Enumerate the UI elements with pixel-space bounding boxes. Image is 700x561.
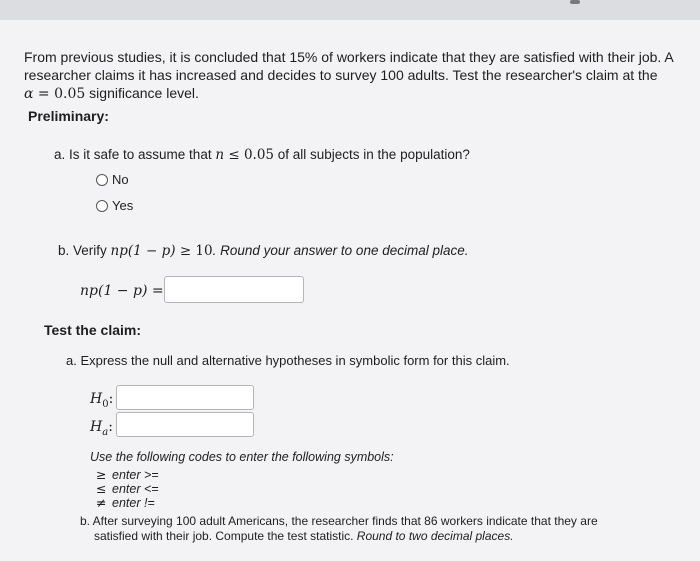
test-question-a: a. Express the null and alternative hypotheses in symbolic form for this claim.	[66, 353, 510, 368]
ha-label	[90, 418, 113, 442]
h0-letter: H	[90, 391, 103, 407]
np-input-label: np(1 − p) =	[80, 283, 164, 299]
test-question-b	[80, 514, 680, 544]
alternative-hypothesis-input[interactable]	[116, 412, 254, 437]
radio-option-yes[interactable]	[96, 198, 133, 213]
alpha-equals: =	[33, 86, 55, 102]
ha-colon: :	[108, 419, 113, 435]
ha-letter: H	[90, 419, 103, 435]
test-question-b-line-2	[80, 529, 680, 544]
code-leq	[96, 482, 159, 496]
top-toolbar	[0, 0, 700, 21]
toolbar-indicator	[570, 0, 580, 4]
test-question-b-line-1: b. After surveying 100 adult Americans, the researcher finds that 86 workers indicate that they are	[80, 514, 598, 528]
question-b-prefix: b. Verify	[58, 243, 111, 258]
question-panel	[0, 20, 700, 561]
question-a-n: n	[215, 147, 225, 163]
radio-circle-yes[interactable]	[96, 200, 108, 212]
leq-symbol: ≤	[96, 481, 107, 496]
alpha-value: 0.05	[54, 86, 86, 102]
radio-label-no: No	[112, 172, 129, 187]
null-hypothesis-input[interactable]	[116, 385, 254, 410]
h0-colon: :	[108, 391, 114, 407]
problem-line-1: From previous studies, it is concluded that 15% of workers indicate that they are satisfied with their job. A	[24, 49, 674, 65]
leq-text: enter <=	[112, 482, 159, 496]
question-b-ten: 10	[195, 243, 213, 259]
problem-line-3-rest: significance level.	[85, 85, 199, 101]
h0-subscript: 0	[102, 398, 109, 410]
alpha-symbol: α	[24, 86, 34, 102]
test-question-b-line-2b: Round to two decimal places.	[356, 529, 514, 543]
test-claim-heading: Test the claim:	[44, 322, 141, 338]
preliminary-question-a	[54, 146, 470, 164]
preliminary-heading: Preliminary:	[28, 108, 109, 124]
problem-line-2: researcher claims it has increased and decides to survey 100 adults. Test the researcher's claim at the	[24, 67, 658, 83]
symbol-codes-list	[96, 468, 159, 510]
radio-label-yes: Yes	[112, 198, 134, 213]
test-question-b-line-2a: satisfied with their job. Compute the test statistic.	[94, 529, 357, 543]
question-a-prefix: a. Is it safe to assume that	[54, 147, 216, 162]
question-a-value: 0.05	[243, 147, 274, 163]
code-geq	[96, 468, 159, 482]
np-answer-input[interactable]	[164, 276, 304, 303]
code-neq	[96, 496, 159, 510]
preliminary-question-b	[58, 242, 469, 260]
question-b-expression: np(1 − p) ≥	[110, 243, 196, 259]
h0-label	[90, 390, 113, 414]
problem-line-3	[24, 84, 692, 103]
question-a-leq: ≤	[224, 147, 244, 163]
codes-title: Use the following codes to enter the following symbols:	[90, 450, 394, 464]
neq-symbol: ≠	[96, 495, 107, 510]
problem-statement	[24, 48, 692, 103]
ha-subscript: a	[102, 426, 109, 438]
radio-circle-no[interactable]	[96, 174, 108, 186]
geq-symbol: ≥	[96, 467, 107, 482]
geq-text: enter >=	[112, 468, 159, 482]
question-a-suffix: of all subjects in the population?	[274, 147, 470, 162]
question-b-suffix: . Round your answer to one decimal place.	[212, 243, 469, 258]
radio-option-no[interactable]	[96, 172, 129, 187]
neq-text: enter !=	[112, 496, 155, 510]
